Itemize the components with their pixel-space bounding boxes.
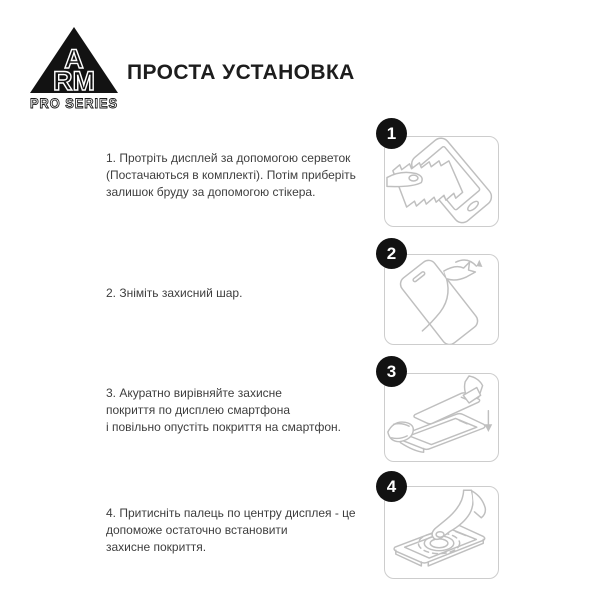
step-4-text xyxy=(106,505,374,556)
logo-letter-a: A xyxy=(64,44,84,74)
peel-protective-layer-icon xyxy=(385,255,498,344)
step-3-line-2: покриття по дисплею смартфона xyxy=(106,403,291,417)
logo-series-label: PRO SERIES xyxy=(30,96,118,111)
step-2-line-1: 2. Зніміть захисний шар. xyxy=(106,286,243,300)
step-3-line-1: 3. Акуратно вирівняйте захисне xyxy=(106,386,282,400)
step-1-text xyxy=(106,150,374,201)
step-4-number-badge: 4 xyxy=(376,471,407,502)
press-center-of-display-icon xyxy=(385,487,498,578)
arm-pro-series-logo xyxy=(28,26,120,112)
step-4-line-1: 4. Притисніть палець по центру дисплея - це xyxy=(106,506,356,520)
step-3-line-3: і повільно опустіть покриття на смартфон. xyxy=(106,420,341,434)
step-3-illustration-box xyxy=(384,373,499,462)
step-1-line-3: залишок бруду за допомогою стікера. xyxy=(106,185,316,199)
step-1-line-2: (Постачаються в комплекті). Потім приберіть xyxy=(106,168,356,182)
wipe-display-with-cloth-icon xyxy=(385,137,498,226)
step-4-illustration-box xyxy=(384,486,499,579)
step-1-line-1: 1. Протріть дисплей за допомогою серветок xyxy=(106,151,351,165)
step-3-number-badge: 3 xyxy=(376,356,407,387)
page-title: ПРОСТА УСТАНОВКА xyxy=(127,61,355,84)
step-1-illustration-box xyxy=(384,136,499,227)
step-3-text xyxy=(106,385,374,436)
step-4-line-3: захисне покриття. xyxy=(106,540,207,554)
logo-letters-rm: RM xyxy=(53,66,95,96)
step-4-line-2: допоможе остаточно встановити xyxy=(106,523,288,537)
arm-triangle-logo-icon xyxy=(28,26,120,112)
step-1-number-badge: 1 xyxy=(376,118,407,149)
step-2-illustration-box xyxy=(384,254,499,345)
align-protector-over-phone-icon xyxy=(385,374,498,461)
step-2-text xyxy=(106,285,374,302)
step-2-number-badge: 2 xyxy=(376,238,407,269)
